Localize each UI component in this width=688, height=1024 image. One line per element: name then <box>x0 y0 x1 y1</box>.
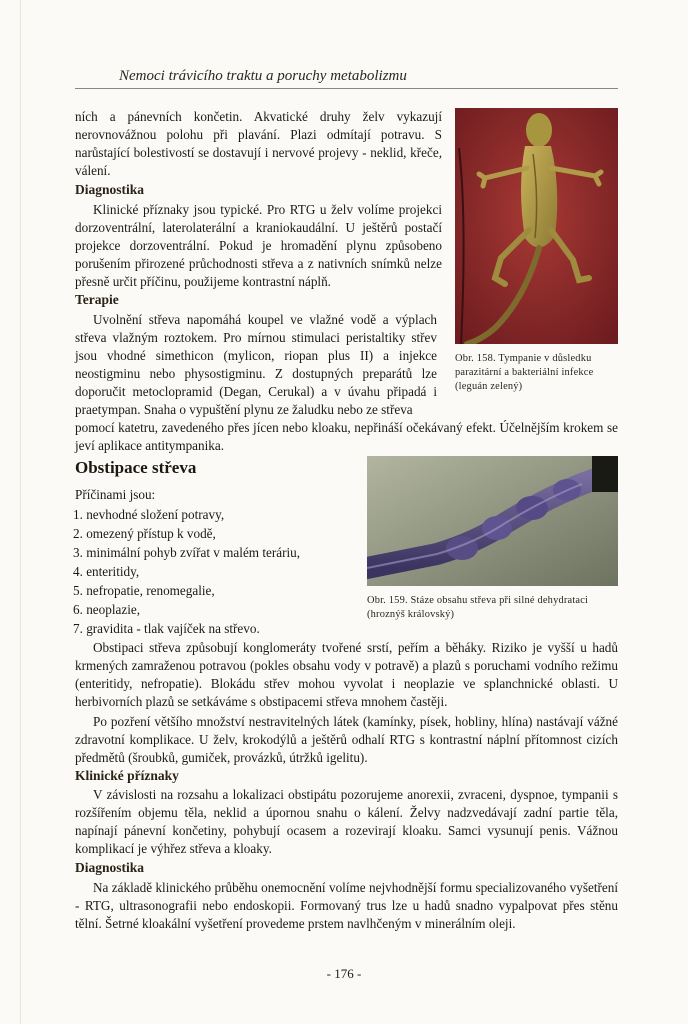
causes-intro: Příčinami jsou: <box>75 487 156 502</box>
list-item: 2. omezený přístup k vodě, <box>73 526 216 541</box>
terapie-paragraph: Uvolnění střeva napomáhá koupel ve vlažné vodě a výplach střeva vlažným roztokem. Pro mírnou stimulaci peristaltiky střev jsou vhodné simethicon (mylicon, riopan plus II) a injekce neostigminu nebo physostigminu. Z dostupných preparátů lze doporučit metoclopramid (Degan, Cerukal) a v úvahu připadá i praetympan. Snaha o vypuštění plynu ze žaludku nebo ze střeva <box>75 312 437 417</box>
causes-list <box>73 505 343 638</box>
list-item: 3. minimální pohyb zvířat v malém teráriu, <box>73 545 301 560</box>
diagnostika-heading-2: Diagnostika <box>75 860 145 875</box>
obstipace-paragraph-2: Po pozření většího množství nestravitelných látek (kamínky, písek, hobliny, hlína) nastávají vážné zdravotní komplikace. U želv, krokodýlů a ještěrů odhalí RTG s kontrastní náplní přítomnost cizích předmětů (šroubků, gumiček, provázků, útržků igelitu). <box>75 714 618 765</box>
diagnostika-paragraph-2: Na základě klinického průběhu onemocnění volíme nejvhodnější formu specializovaného vyšetření - RTG, ultrasonografii nebo endoskopii. Formovaný trus lze u hadů snadno vypalpovat přes stěnu tělní. Šetrné kloakální vyšetření provedeme prstem navlhčeným v minerálním oleji. <box>75 880 618 931</box>
running-header-title: Nemoci trávicího traktu a poruchy metabolizmu <box>119 68 407 84</box>
section-title-obstipace: Obstipace střeva <box>75 458 197 477</box>
klinicke-priznaky-paragraph: V závislosti na rozsahu a lokalizaci obstipátu pozorujeme anorexii, zvraceni, dyspnoe, tympanii s rozšířením objemu těla, neklid a úpornou snahu o kálení. Želvy nadzvedávají zadní partie těla, napínají pánevní končetiny, pohybují ocasem a rozevirají kloaku. Samci vysunují penis. Vážnou komplikací je výhřez střeva a kloaky. <box>75 787 618 856</box>
list-item: 7. gravidita - tlak vajíček na střevo. <box>73 621 260 636</box>
figure-158-caption: Obr. 158. Tympanie v důsledku parazitární a bakteriální infekce (leguán zelený) <box>455 353 594 392</box>
diagnostika-heading-1: Diagnostika <box>75 182 145 197</box>
page-number: - 176 - <box>326 966 362 981</box>
iguana-photo <box>455 108 618 344</box>
intro-paragraph: ních a pánevních končetin. Akvatické druhy želv vykazují nerovnovážnou polohu při plavání. Plazi odmítají potravu. S narůstající bolestivostí se dostavují i nervové projevy - neklid, křeče, válení. <box>75 109 442 178</box>
list-item: 5. nefropatie, renomegalie, <box>73 583 215 598</box>
diagnostika-paragraph-1: Klinické příznaky jsou typické. Pro RTG u želv volíme projekci dorzoventrální, laterolaterální a kraniokaudální. U ještěrů postačí projekce dorzoventrální. Pokud je hromadění plynu způsobeno porušením přirozené průchodnosti střeva a z nativních snímků nelze přesně určit příčinu, použijeme kontrastní náplň. <box>75 202 442 289</box>
figure-159-caption: Obr. 159. Stáze obsahu střeva při silné dehydrataci (hroznýš královský) <box>367 595 589 620</box>
intestine-illustration <box>367 456 618 586</box>
running-header <box>75 68 618 89</box>
list-item: 4. enteritidy, <box>73 564 140 579</box>
klinicke-priznaky-heading: Klinické příznaky <box>75 768 179 783</box>
terapie-heading: Terapie <box>75 292 119 307</box>
page-margin-left <box>20 0 21 1024</box>
list-item: 6. neoplazie, <box>73 602 141 617</box>
terapie-paragraph-continued: pomocí katetru, zavedeného přes jícen nebo kloaku, nepřináší očekávaný efekt. Účelnějším krokem se jeví aplikace antitympanika. <box>75 420 618 453</box>
obstipace-paragraph-1: Obstipaci střeva způsobují konglomeráty tvořené srstí, peřím a běháky. Riziko je vyšší u hadů krmených zamraženou potravou (pokles obsahu vody v potravě) a plazů s poruchami vodního režimu (enteritidy, nefropatie). Blokádu střev mohou vyvolat i neoplazie ve splanchnické oblasti. U herbivorních plazů se setkáváme s obstipacemi střeva mnohem častěji. <box>75 640 618 709</box>
intestine-photo <box>367 456 618 586</box>
list-item: 1. nevhodné složení potravy, <box>73 507 225 522</box>
iguana-illustration <box>455 108 618 344</box>
